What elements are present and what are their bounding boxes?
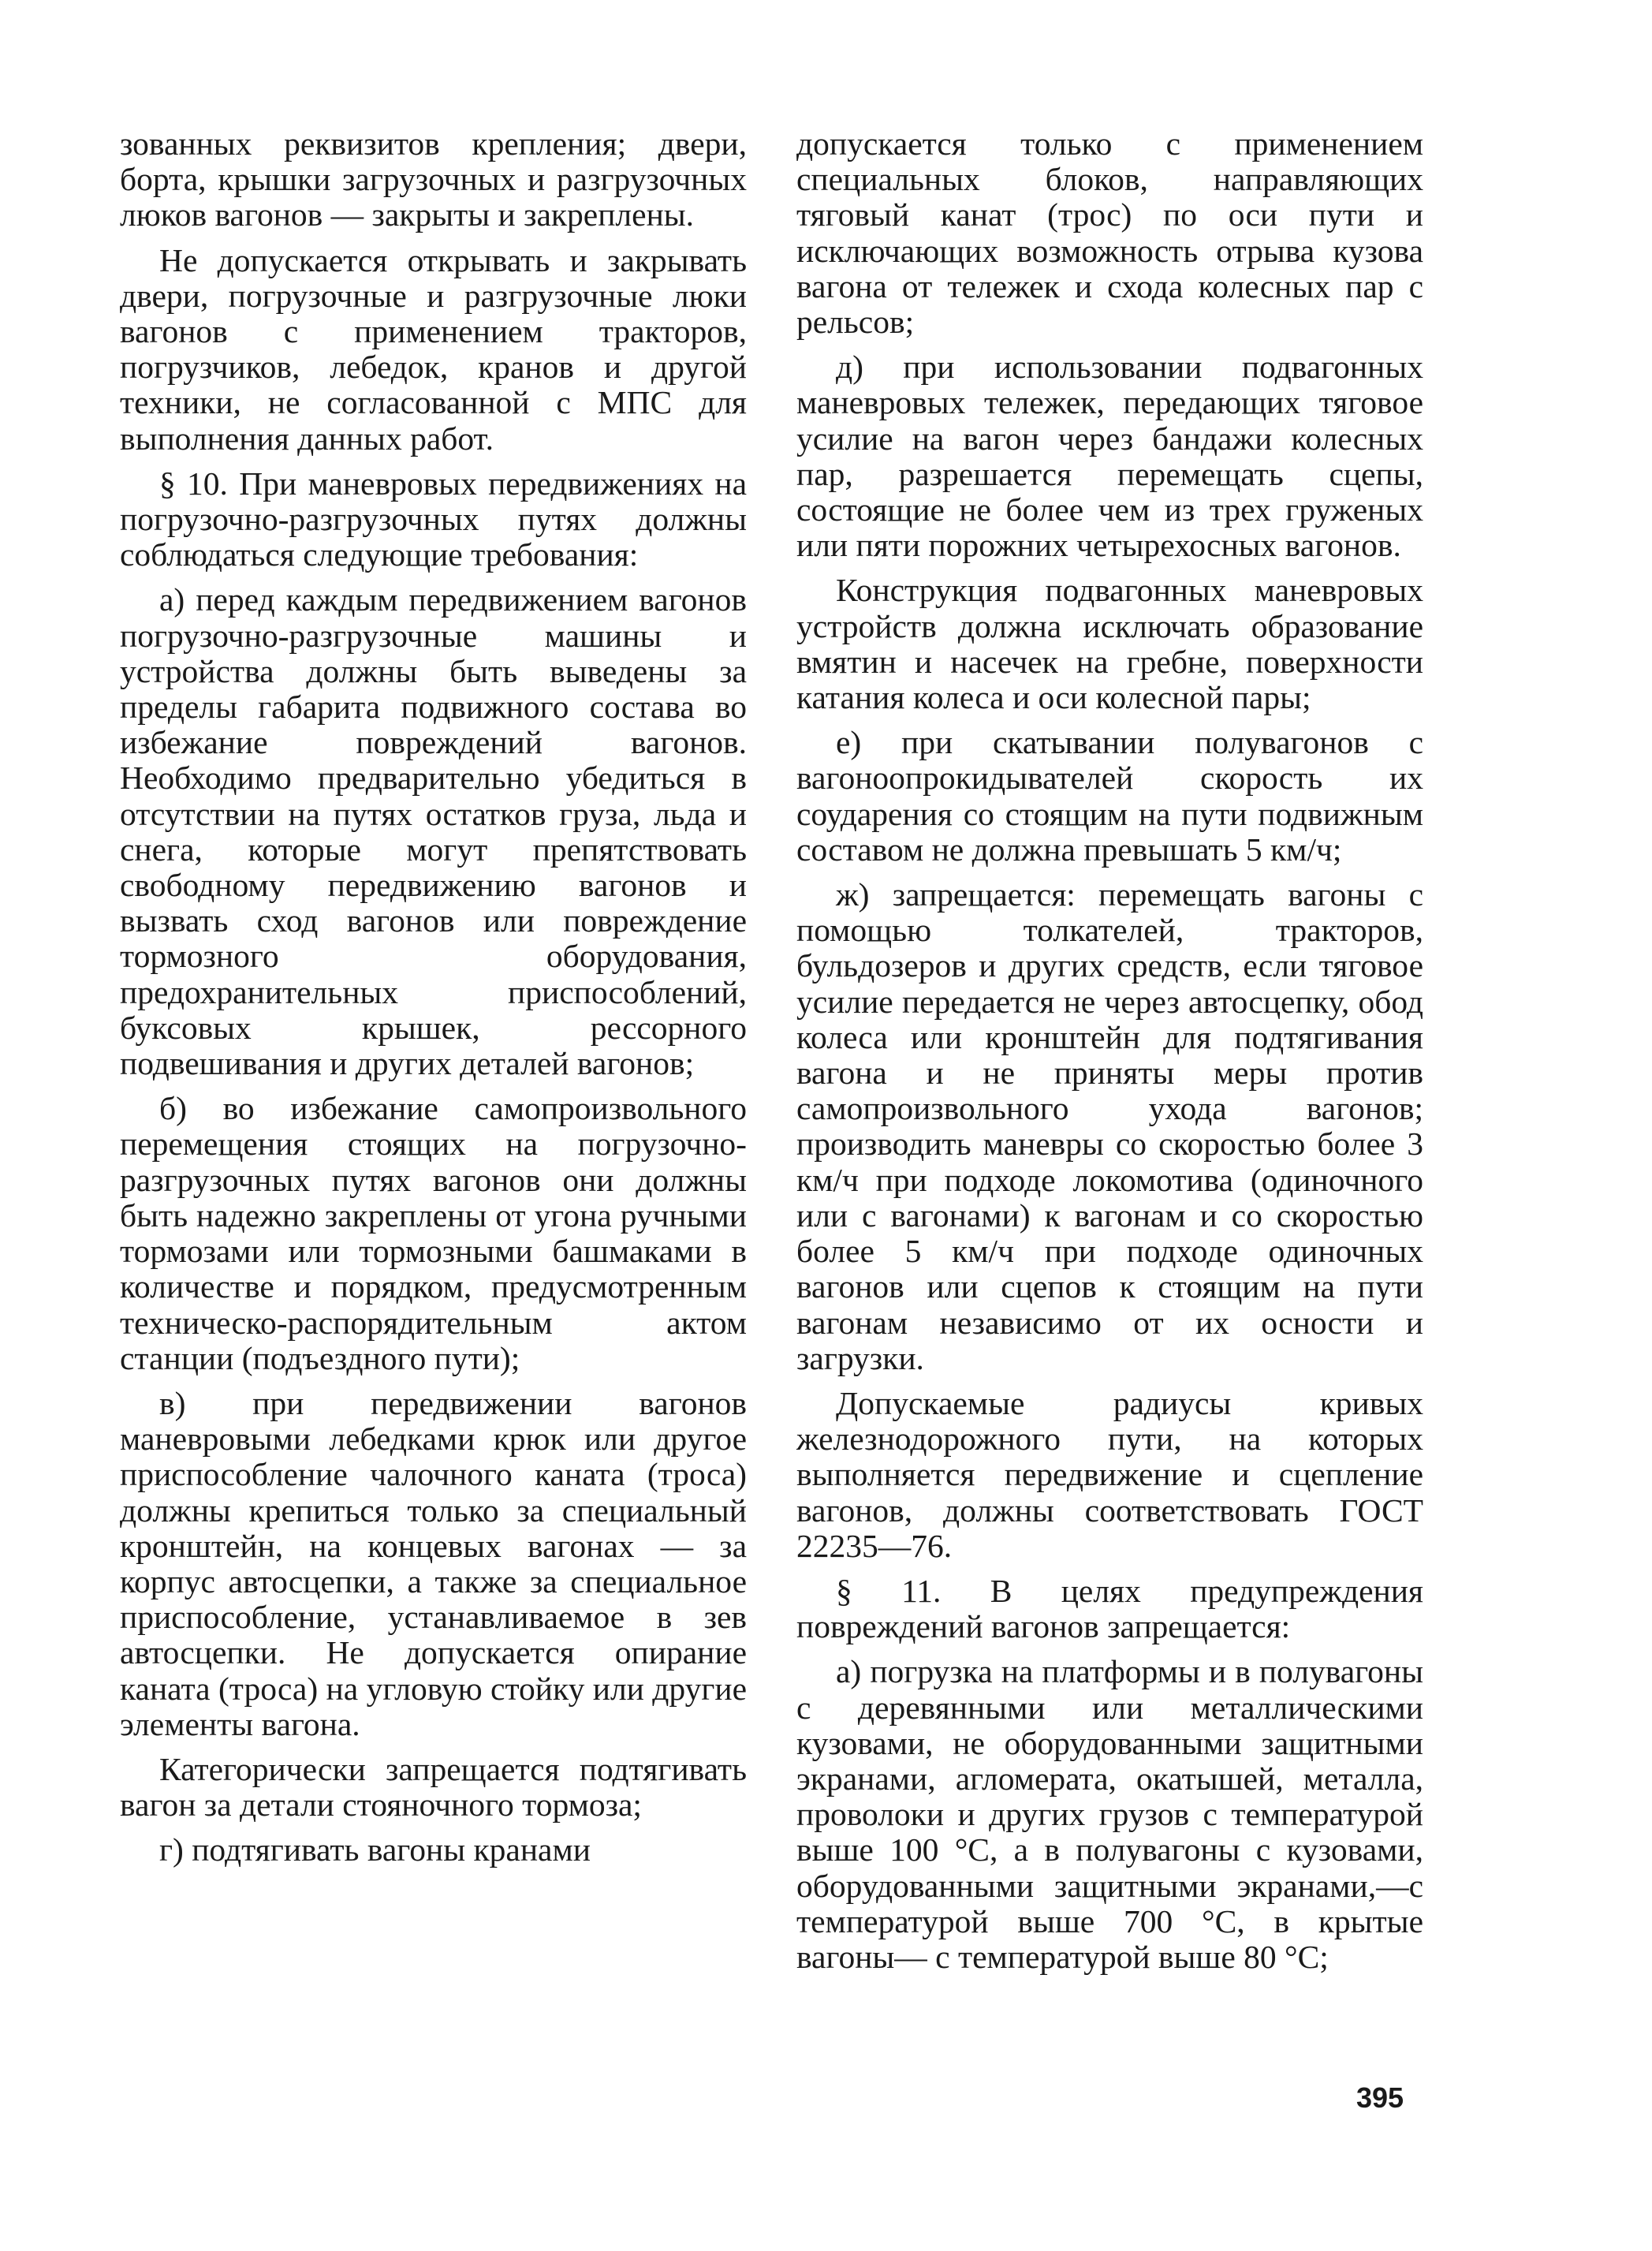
paragraph-continuation: допускается только с применением специальных блоков, направляющих тяговый канат (трос) по оси пути и исключающих возможность отрыва кузова вагона от тележек и схода колесных пар с рельсов; [796, 125, 1423, 341]
section-10-heading-paragraph: § 10. При маневровых передвижениях на погрузочно-разгрузочных путях должны соблюдаться следующие требования: [120, 465, 747, 573]
paragraph: Допускаемые радиусы кривых железнодорожного пути, на которых выполняется передвижение и сцепление вагонов, должны соответствовать ГОСТ 22235—76. [796, 1384, 1423, 1564]
paragraph: Конструкция подвагонных маневровых устройств должна исключать образование вмятин и насечек на гребне, поверхности катания колеса и оси колесной пары; [796, 572, 1423, 716]
right-text-column [796, 126, 1423, 1975]
page-number: 395 [1356, 2081, 1404, 2114]
item-zh-paragraph: ж) запрещается: перемещать вагоны с помощью толкателей, тракторов, бульдозеров и других средств, если тяговое усилие передается не через автосцепку, обод колеса или кронштейн для подтягивания вагона и не приняты меры против самопроизвольного ухода вагонов; производить маневры со скоростью более 3 км/ч при подходе локомотива (одиночного или с вагонами) к вагонам и со скоростью более 5 км/ч при подходе одиночных вагонов или сцепов к стоящим на пути вагонам независимо от их осности и загрузки. [796, 876, 1423, 1376]
paragraph-continuation: зованных реквизитов крепления; двери, борта, крышки загрузочных и разгрузочных люков вагонов — закрыты и закреплены. [120, 125, 747, 233]
left-text-column [120, 126, 747, 1868]
item-a-paragraph: а) погрузка на платформы и в полувагоны с деревянными или металлическими кузовами, не оборудованными защитными экранами, агломерата, окатышей, металла, проволоки и других грузов с температурой выше 100 °С, а в полувагоны с кузовами, оборудованными защитными экранами,—с температурой выше 700 °С, в крытые вагоны— с температурой выше 80 °С; [796, 1653, 1423, 1975]
item-g-paragraph: г) подтягивать вагоны кранами [159, 1831, 591, 1868]
section-11-heading-paragraph: § 11. В целях предупреждения повреждений вагонов запрещается: [796, 1572, 1423, 1645]
paragraph: Категорически запрещается подтягивать вагон за детали стояночного тормоза; [120, 1750, 747, 1824]
item-d-paragraph: д) при использовании подвагонных маневровых тележек, передающих тяговое усилие на вагон через бандажи колесных пар, разрешается перемещать сцепы, состоящие не более чем из трех груженых или пяти порожних четырехосных вагонов. [796, 349, 1423, 564]
item-v-paragraph: в) при передвижении вагонов маневровыми лебедками крюк или другое приспособление чалочного каната (троса) должны крепиться только за специальный кронштейн, на концевых вагонах — за корпус автосцепки, а также за специальное приспособление, устанавливаемое в зев автосцепки. Не допускается опирание каната (троса) на угловую стойку или другие элементы вагона. [120, 1384, 747, 1742]
item-a-paragraph: а) перед каждым передвижением вагонов погрузочно-разгрузочные машины и устройства должны быть выведены за пределы габарита подвижного состава во избежание повреждений вагонов. Необходимо предварительно убедиться в отсутствии на путях остатков груза, льда и снега, которые могут препятствовать свободному передвижению вагонов и вызвать сход вагонов или повреждение тормозного оборудования, предохранительных приспособлений, буксовых крышек, рессорного подвешивания и других деталей вагонов; [120, 581, 747, 1082]
item-b-paragraph: б) во избежание самопроизвольного перемещения стоящих на погрузочно-разгрузочных путях вагонов они должны быть надежно закреплены от угона ручными тормозами или тормозными башмаками в количестве и порядком, предусмотренным техническо-распорядительным актом станции (подъездного пути); [120, 1090, 747, 1376]
item-e-paragraph: е) при скатывании полувагонов с вагоноопрокидывателей скорость их соударения со стоящим на пути подвижным составом не должна превышать 5 км/ч; [796, 724, 1423, 868]
paragraph: Не допускается открывать и закрывать двери, погрузочные и разгрузочные люки вагонов с применением тракторов, погрузчиков, лебедок, кранов и другой техники, не согласованной с МПС для выполнения данных работ. [120, 241, 747, 457]
